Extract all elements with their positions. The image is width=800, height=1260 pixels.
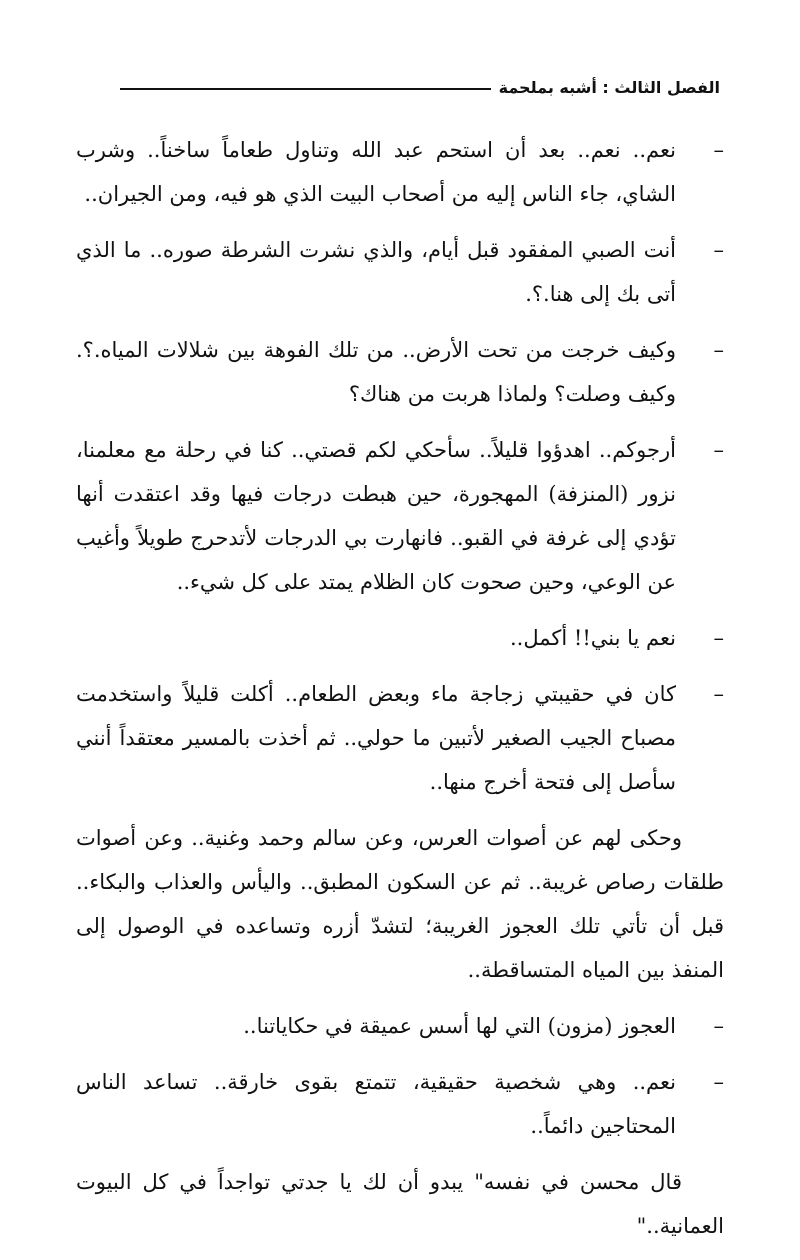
dialogue-line xyxy=(76,128,724,216)
dialogue-dash: – xyxy=(713,238,724,262)
dialogue-dash: – xyxy=(713,626,724,650)
dialogue-line xyxy=(76,1004,724,1048)
dialogue-line xyxy=(76,428,724,604)
dialogue-dash: – xyxy=(713,1070,724,1094)
dialogue-dash: – xyxy=(713,338,724,362)
narrative-paragraph: قال محسن في نفسه" يبدو أن لك يا جدتي تواجداً في كل البيوت العمانية.." xyxy=(76,1170,724,1238)
dialogue-text: كان في حقيبتي زجاجة ماء وبعض الطعام.. أكلت قليلاً واستخدمت مصباح الجيب الصغير لأتبين ما حولي.. ثم أخذت بالمسير معتقداً أنني سأصل إلى فتحة أخرج منها.. xyxy=(76,682,676,794)
dialogue-dash: – xyxy=(713,138,724,162)
dialogue-dash: – xyxy=(713,438,724,462)
dialogue-line xyxy=(76,672,724,804)
dialogue-line xyxy=(76,1060,724,1148)
dialogue-line xyxy=(76,228,724,316)
dialogue-text: نعم يا بني!! أكمل.. xyxy=(509,626,676,650)
dialogue-text: وكيف خرجت من تحت الأرض.. من تلك الفوهة بين شلالات المياه.؟. وكيف وصلت؟ ولماذا هربت من هناك؟ xyxy=(76,338,676,406)
dialogue-text: نعم.. نعم.. بعد أن استحم عبد الله وتناول طعاماً ساخناً.. وشرب الشاي، جاء الناس إليه من أصحاب البيت الذي هو فيه، ومن الجيران.. xyxy=(76,138,676,206)
header-rule xyxy=(120,88,491,90)
dialogue-dash: – xyxy=(713,1014,724,1038)
dialogue-line xyxy=(76,328,724,416)
dialogue-text: أرجوكم.. اهدؤوا قليلاً.. سأحكي لكم قصتي.. كنا في رحلة مع معلمنا، نزور (المنزفة) المهجورة، حين هبطت درجات فيها وقد اعتقدت أنها تؤدي إلى غرفة في القبو.. فانهارت بي الدرجات لأتدحرج طويلاً وأغيب عن الوعي، وحين صحوت كان الظلام يمتد على كل شيء.. xyxy=(76,438,676,594)
dialogue-text: نعم.. وهي شخصية حقيقية، تتمتع بقوى خارقة.. تساعد الناس المحتاجين دائماً.. xyxy=(76,1070,676,1138)
dialogue-dash: – xyxy=(713,682,724,706)
running-title: الفصل الثالث : أشبه بملحمة xyxy=(498,78,720,97)
narrative-paragraph: وحكى لهم عن أصوات العرس، وعن سالم وحمد وغنية.. وعن أصوات طلقات رصاص غريبة.. ثم عن السكون المطبق.. واليأس والعذاب والبكاء.. قبل أن تأتي تلك العجوز الغريبة؛ لتشدّ أزره وتساعده في الوصول إلى المنفذ بين المياه المتساقطة.. xyxy=(76,826,724,982)
running-header xyxy=(120,78,720,97)
dialogue-line xyxy=(76,616,724,660)
page-body xyxy=(76,128,724,1260)
dialogue-text: أنت الصبي المفقود قبل أيام، والذي نشرت الشرطة صوره.. ما الذي أتى بك إلى هنا.؟. xyxy=(76,238,676,306)
dialogue-text: العجوز (مزون) التي لها أسس عميقة في حكاياتنا.. xyxy=(243,1014,676,1038)
